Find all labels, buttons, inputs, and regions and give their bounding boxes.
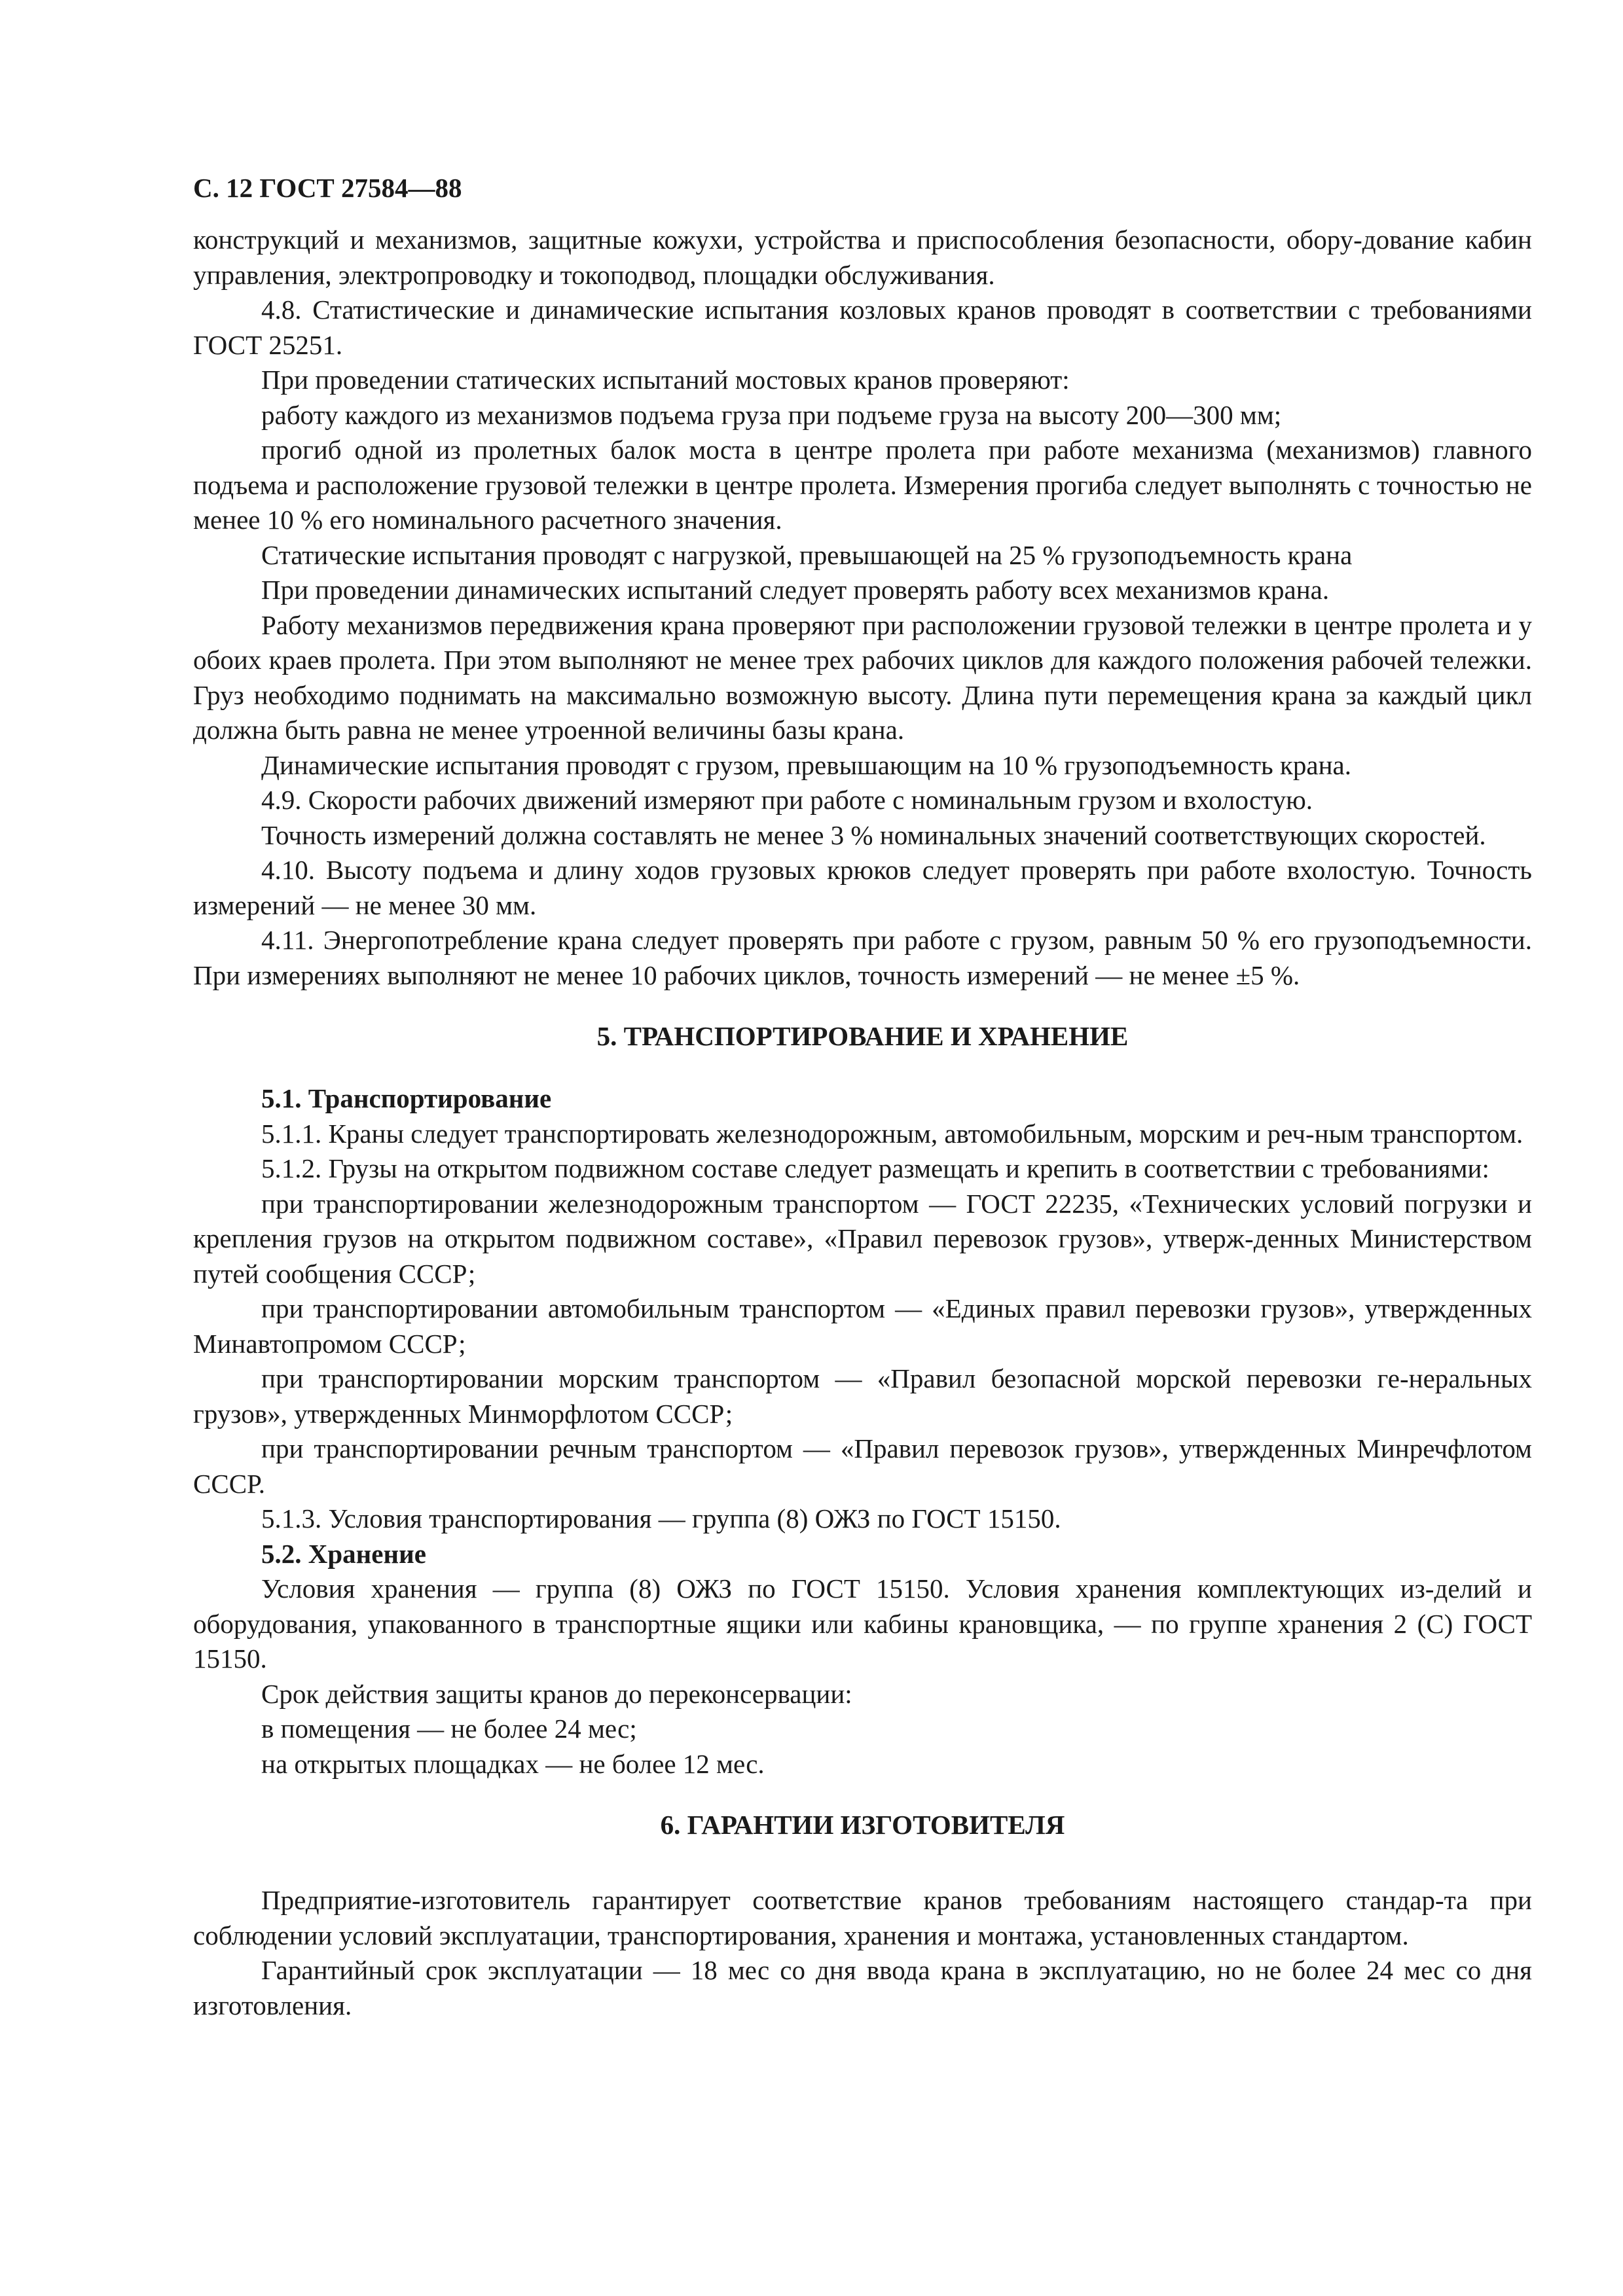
paragraph: 4.9. Скорости рабочих движений измеряют при работе с номинальным грузом и вхолостую. — [261, 785, 1313, 815]
subsection-5-1-body — [193, 1117, 1532, 1537]
document-page — [193, 171, 1532, 2023]
section-5-title: 5. ТРАНСПОРТИРОВАНИЕ И ХРАНЕНИЕ — [596, 1021, 1129, 1051]
paragraph: на открытых площадках — не более 12 мес. — [261, 1748, 765, 1779]
subsection-5-1-title: 5.1. Транспортирование — [261, 1083, 552, 1113]
paragraph: Динамические испытания проводят с грузом, превышающим на 10 % грузоподъемность крана. — [261, 749, 1352, 780]
section-6-title: 6. ГАРАНТИИ ИЗГОТОВИТЕЛЯ — [660, 1810, 1065, 1840]
section-6-body — [193, 1883, 1532, 2023]
section-4-continuation — [193, 223, 1532, 993]
paragraph: при транспортировании железнодорожным транспортом — ГОСТ 22235, «Технических условий погрузки и крепления грузов на открытом подвижном составе», «Правил перевозок грузов», утверж-денных Министерством путей сообщения СССР; — [193, 1188, 1532, 1289]
paragraph: при транспортировании речным транспортом — «Правил перевозок грузов», утвержденных Минречфлотом СССР. — [193, 1433, 1532, 1499]
paragraph: Гарантийный срок эксплуатации — 18 мес со дня ввода крана в эксплуатацию, но не более 24 мес со дня изготовления. — [193, 1955, 1532, 2020]
paragraph: Условия хранения — группа (8) ОЖЗ по ГОСТ 15150. Условия хранения комплектующих из-делий и оборудования, упакованного в транспортные ящики или кабины крановщика, — по группе хранения 2 (С) ГОСТ 15150. — [193, 1573, 1532, 1674]
paragraph: конструкций и механизмов, защитные кожухи, устройства и приспособления безопасности, обору-дование кабин управления, электропроводку и токоподвод, площадки обслуживания. — [193, 224, 1532, 290]
subsection-5-2-title: 5.2. Хранение — [261, 1538, 426, 1569]
page-header: С. 12 ГОСТ 27584—88 — [193, 173, 462, 203]
paragraph: Статические испытания проводят с нагрузкой, превышающей на 25 % грузоподъемность крана — [261, 539, 1353, 570]
paragraph: Срок действия защиты кранов до переконсервации: — [261, 1678, 852, 1709]
paragraph: Предприятие-изготовитель гарантирует соответствие кранов требованиям настоящего стандар-та при соблюдении условий эксплуатации, транспортирования, хранения и монтажа, установленных стандартом. — [193, 1885, 1532, 1950]
paragraph: прогиб одной из пролетных балок моста в центре пролета при работе механизма (механизмов) главного подъема и расположение грузовой тележки в центре пролета. Измерения прогиба следует выполнять с точностью не менее 10 % его номинального расчетного значения. — [193, 435, 1532, 535]
paragraph: при транспортировании автомобильным транспортом — «Единых правил перевозки грузов», утвержденных Минавтопромом СССР; — [193, 1293, 1532, 1359]
paragraph: 4.11. Энергопотребление крана следует проверять при работе с грузом, равным 50 % его грузоподъемности. При измерениях выполняют не менее 10 рабочих циклов, точность измерений — не менее ±5 %. — [193, 925, 1532, 990]
paragraph: при транспортировании морским транспортом — «Правил безопасной морской перевозки ге-неральных грузов», утвержденных Минморфлотом СССР; — [193, 1363, 1532, 1429]
paragraph: 5.1.3. Условия транспортирования — группа (8) ОЖЗ по ГОСТ 15150. — [261, 1503, 1061, 1534]
paragraph: 4.8. Статистические и динамические испытания козловых кранов проводят в соответствии с требованиями ГОСТ 25251. — [193, 295, 1532, 360]
paragraph: 5.1.2. Грузы на открытом подвижном составе следует размещать и крепить в соответствии с требованиями: — [261, 1153, 1489, 1183]
paragraph: работу каждого из механизмов подъема груза при подъеме груза на высоту 200—300 мм; — [261, 399, 1282, 430]
paragraph: 5.1.1. Краны следует транспортировать железнодорожным, автомобильным, морским и реч-ным транспортом. — [261, 1118, 1523, 1149]
paragraph: в помещения — не более 24 мес; — [261, 1713, 637, 1744]
paragraph: При проведении статических испытаний мостовых кранов проверяют: — [261, 365, 1070, 395]
paragraph: При проведении динамических испытаний следует проверять работу всех механизмов крана. — [261, 575, 1330, 605]
paragraph: Точность измерений должна составлять не менее 3 % номинальных значений соответствующих скоростей. — [261, 819, 1486, 850]
paragraph: Работу механизмов передвижения крана проверяют при расположении грузовой тележки в центре пролета и у обоих краев пролета. При этом выполняют не менее трех рабочих циклов для каждого положения рабочей тележки. Груз необходимо поднимать на максимально возможную высоту. Длина пути перемещения крана за каждый цикл должна быть равна не менее утроенной величины базы крана. — [193, 609, 1532, 745]
subsection-5-2-body — [193, 1571, 1532, 1782]
paragraph: 4.10. Высоту подъема и длину ходов грузовых крюков следует проверять при работе вхолостую. Точность измерений — не менее 30 мм. — [193, 855, 1532, 920]
